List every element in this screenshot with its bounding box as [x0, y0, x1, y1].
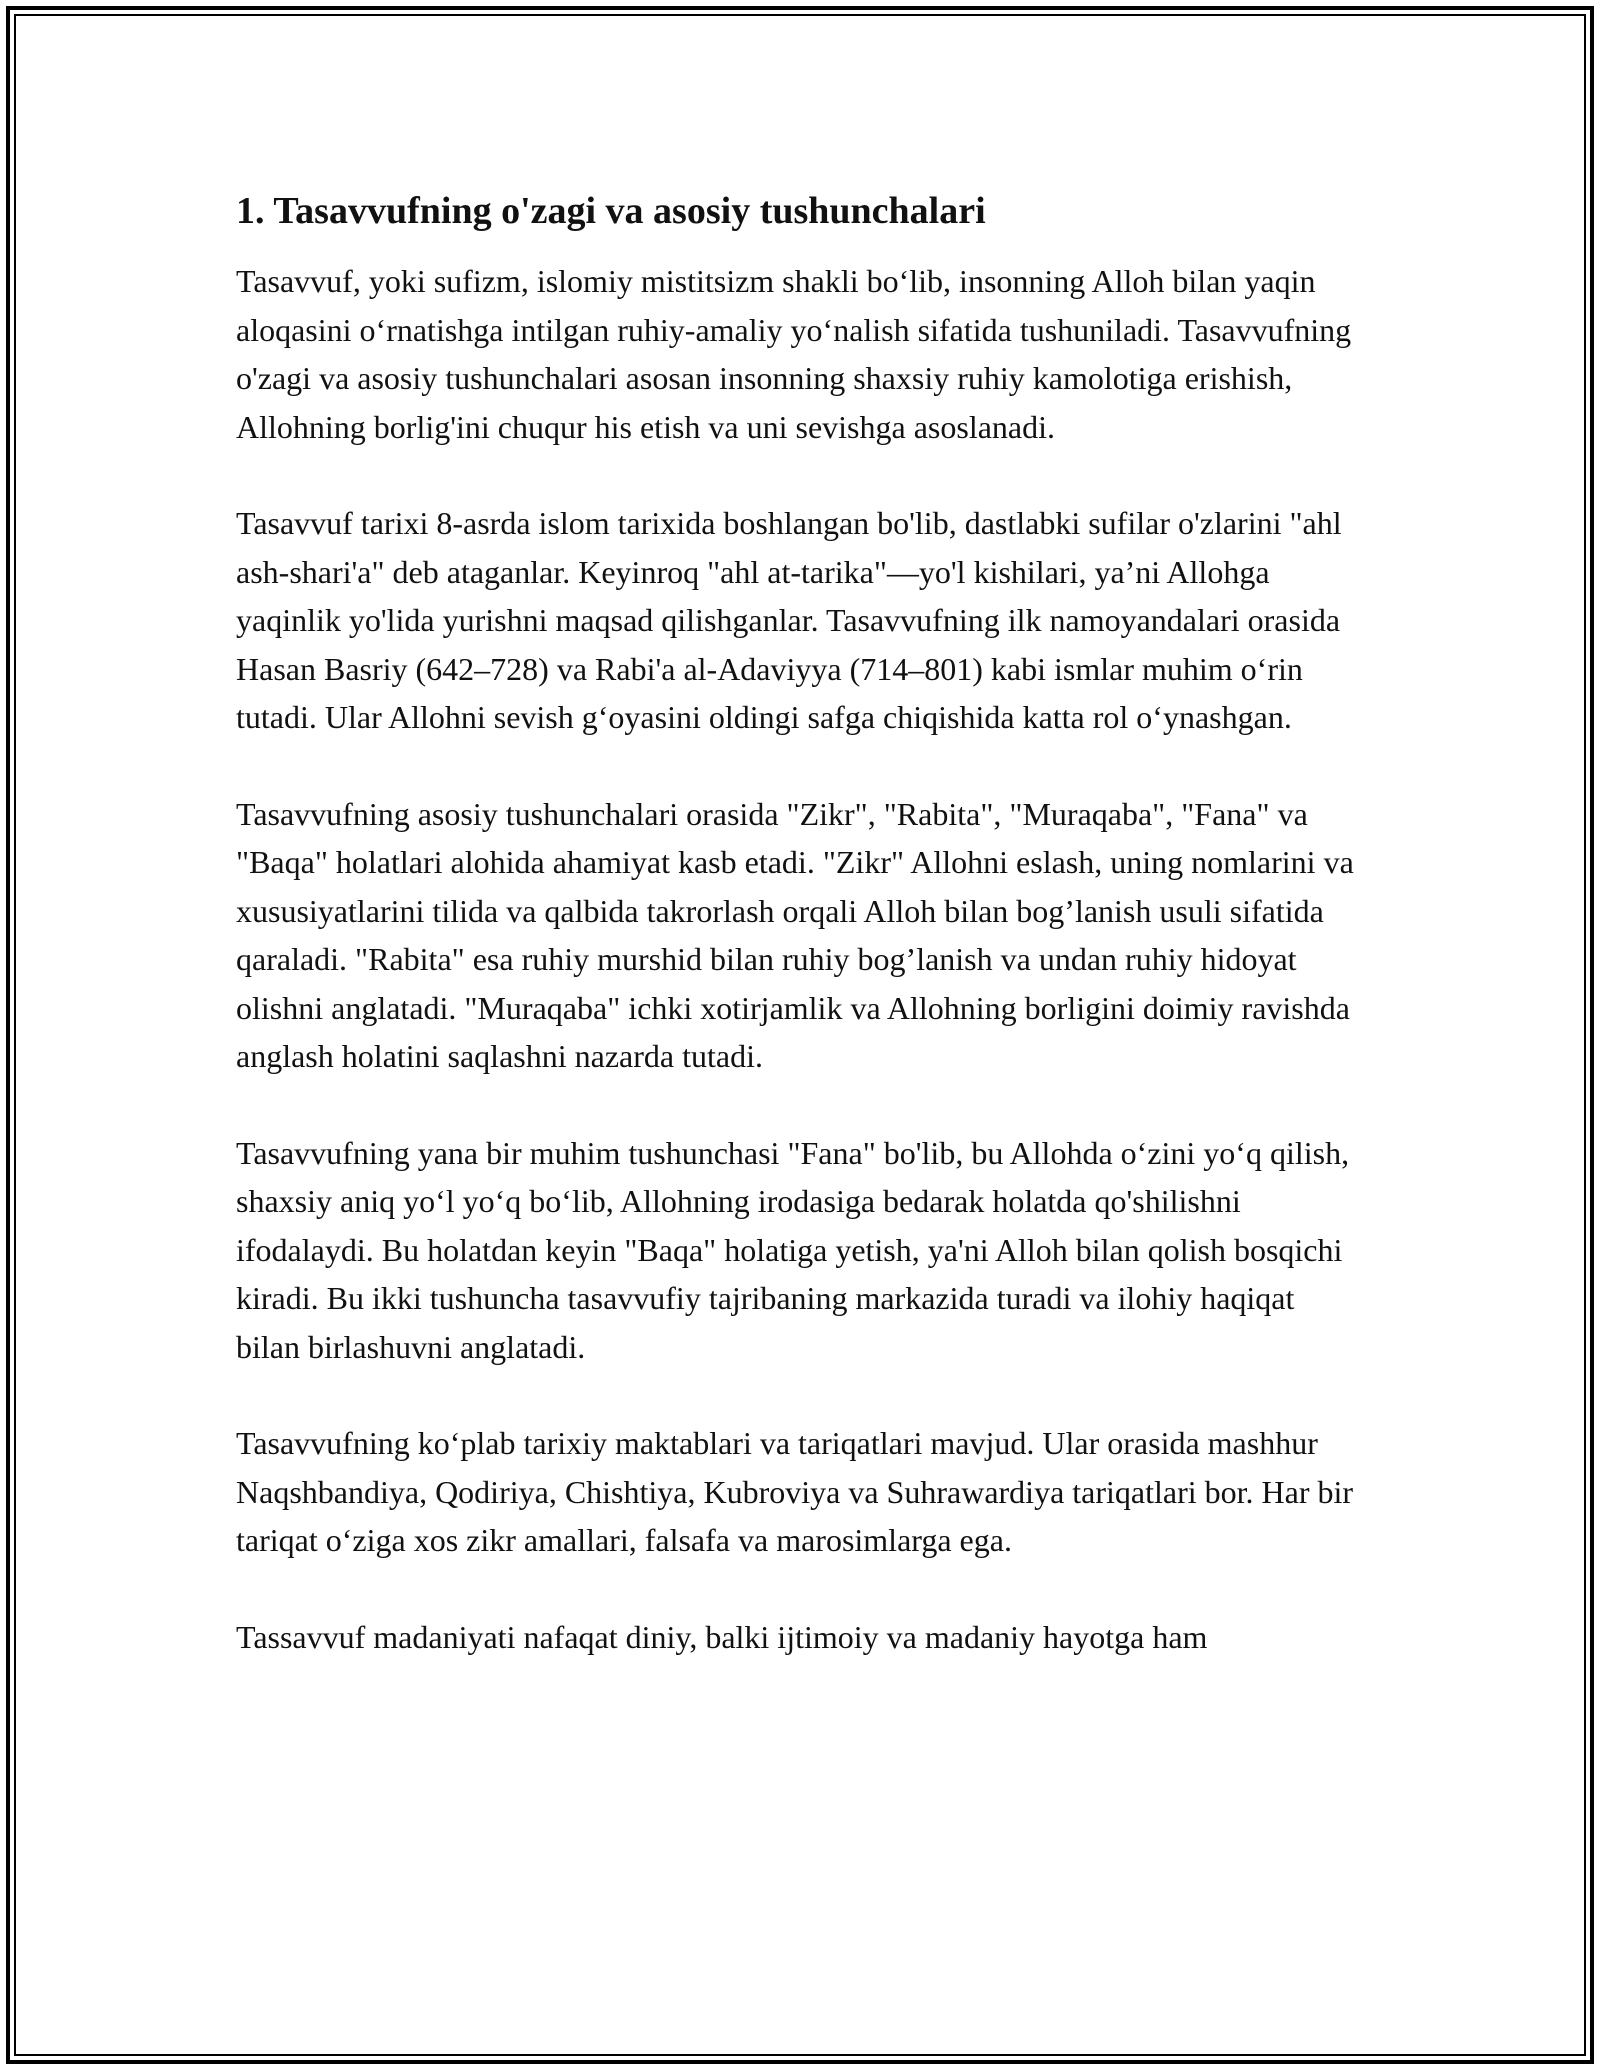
section-heading: 1. Tasavvufning o'zagi va asosiy tushunchalari	[236, 190, 986, 232]
paragraph-fana-baqa: Tasavvufning yana bir muhim tushunchasi "Fana" bo'lib, bu Allohda o‘zini yo‘q qilish, shaxsiy aniq yo‘l yo‘q bo‘lib, Allohning irodasiga bedarak holatda qo'shilishni ifodalaydi. Bu holatdan keyin "Baqa" holatiga yetish, ya'ni Alloh bilan qolish bosqichi kiradi. Bu ikki tushuncha tasavvufiy tajribaning markazida turadi va ilohiy haqiqat bilan birlashuvni anglatadi.	[236, 1134, 1350, 1365]
paragraph-core-concepts: Tasavvufning asosiy tushunchalari orasida "Zikr", "Rabita", "Muraqaba", "Fana" va "Baqa" holatlari alohida ahamiyat kasb etadi. "Zikr" Allohni eslash, uning nomlarini va xususiyatlarini tilida va qalbida takrorlash orqali Alloh bilan bog’lanish usuli sifatida qaraladi. "Rabita" esa ruhiy murshid bilan ruhiy bog’lanish va undan ruhiy hidoyat olishni anglatadi. "Muraqaba" ichki xotirjamlik va Allohning borligini doimiy ravishda anglash holatini saqlashni nazarda tutadi.	[236, 795, 1354, 1074]
paragraph-history: Tasavvuf tarixi 8-asrda islom tarixida boshlangan bo'lib, dastlabki sufilar o'zlarini "ahl ash-shari'a" deb ataganlar. Keyinroq "ahl at-tarika"—yo'l kishilari, ya’ni Allohga yaqinlik yo'lida yurishni maqsad qilishganlar. Tasavvufning ilk namoyandalari orasida Hasan Basriy (642–728) va Rabi'a al-Adaviyya (714–801) kabi ismlar muhim o‘rin tutadi. Ular Allohni sevish g‘oyasini oldingi safga chiqishida katta rol o‘ynashgan.	[236, 505, 1342, 735]
paragraph-culture: Tassavvuf madaniyati nafaqat diniy, balki ijtimoiy va madaniy hayotga ham	[236, 1618, 1208, 1655]
paragraph-definition: Tasavvuf, yoki sufizm, islomiy mistitsizm shakli bo‘lib, insonning Alloh bilan yaqin aloqasini o‘rnatishga intilgan ruhiy-amaliy yo‘nalish sifatida tushuniladi. Tasavvufning o'zagi va asosiy tushunchalari asosan insonning shaxsiy ruhiy kamolotiga erishish, Allohning borlig'ini chuqur his etish va uni sevishga asoslanadi.	[236, 263, 1352, 445]
document-body	[236, 187, 1366, 1709]
paragraph-tariqats: Tasavvufning ko‘plab tarixiy maktablari va tariqatlari mavjud. Ular orasida mashhur Naqshbandiya, Qodiriya, Chishtiya, Kubroviya va Suhrawardiya tariqatlari bor. Har bir tariqat o‘ziga xos zikr amallari, falsafa va marosimlarga ega.	[236, 1425, 1354, 1558]
